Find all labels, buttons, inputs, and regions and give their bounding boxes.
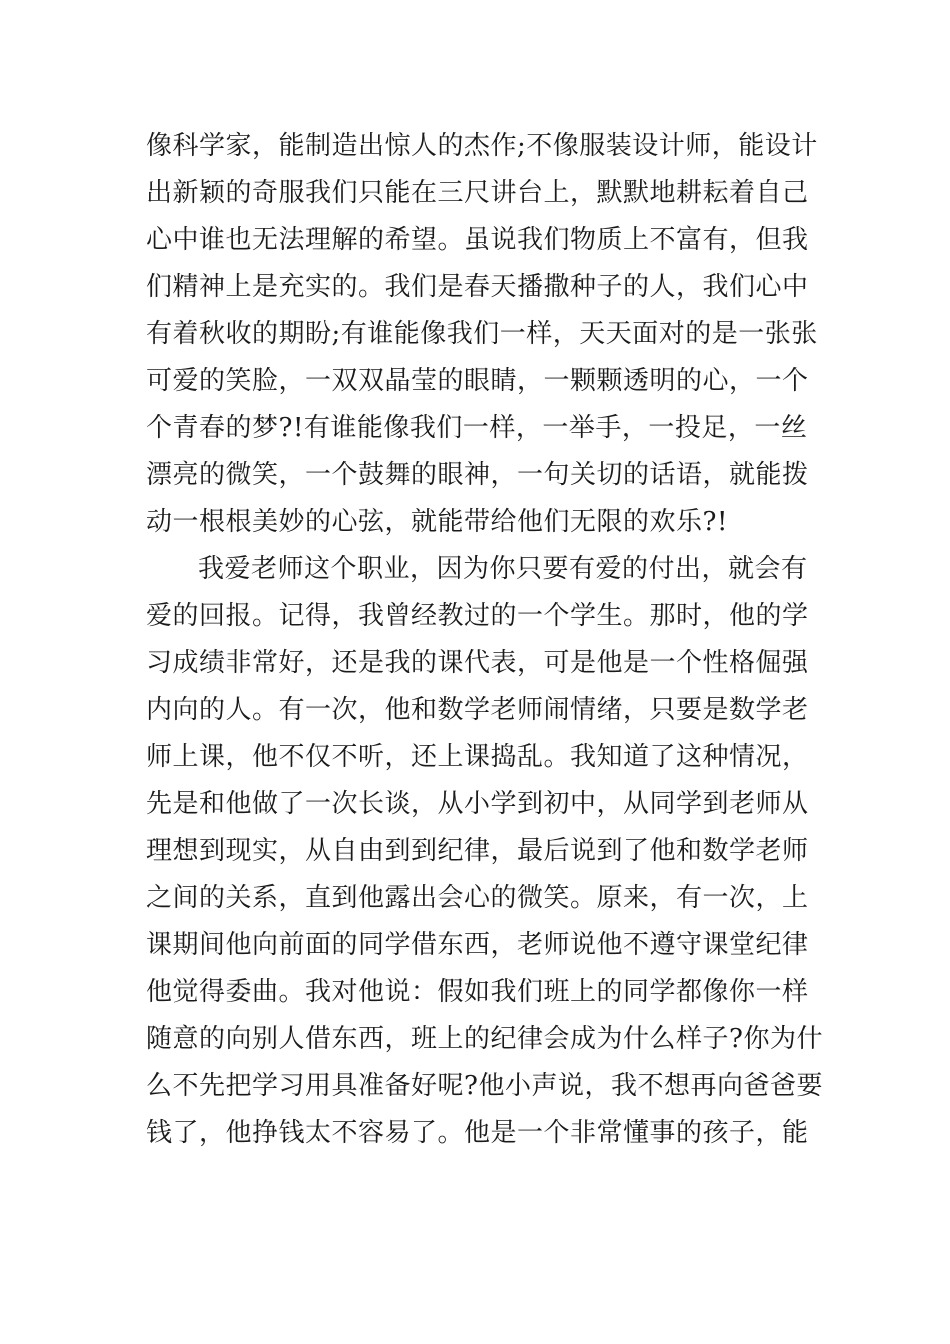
body-text <box>146 123 823 1157</box>
text-line-first: 我爱老师这个职业，因为你只要有爱的付出，就会有 <box>198 554 808 584</box>
text-line: 先是和他做了一次长谈，从小学到初中，从同学到老师从 <box>146 789 809 819</box>
text-line: 可爱的笑脸，一双双晶莹的眼睛，一颗颗透明的心，一个 <box>146 366 809 396</box>
text-line: 之间的关系，直到他露出会心的微笑。原来，有一次，上 <box>146 883 809 913</box>
text-line: 个青春的梦?!有谁能像我们一样，一举手，一投足，一丝 <box>146 413 808 443</box>
text-line: 有着秋收的期盼;有谁能像我们一样，天天面对的是一张张 <box>146 319 818 349</box>
text-line: 习成绩非常好，还是我的课代表，可是他是一个性格倔强 <box>146 648 809 678</box>
text-line: 们精神上是充实的。我们是春天播撒种子的人，我们心中 <box>146 272 809 302</box>
text-line: 像科学家，能制造出惊人的杰作;不像服装设计师，能设计 <box>146 131 818 161</box>
text-line: 内向的人。有一次，他和数学老师闹情绪，只要是数学老 <box>146 695 809 725</box>
text-line: 动一根根美妙的心弦，就能带给他们无限的欢乐?! <box>146 507 728 537</box>
text-line: 师上课，他不仅不听，还上课捣乱。我知道了这种情况， <box>146 742 809 772</box>
paragraph-2 <box>146 546 823 1157</box>
text-line: 随意的向别人借东西，班上的纪律会成为什么样子?你为什 <box>146 1024 823 1054</box>
paragraph-1 <box>146 123 818 546</box>
text-line: 出新颖的奇服我们只能在三尺讲台上，默默地耕耘着自己 <box>146 178 809 208</box>
text-line: 爱的回报。记得，我曾经教过的一个学生。那时，他的学 <box>146 601 809 631</box>
text-line: 钱了，他挣钱太不容易了。他是一个非常懂事的孩子，能 <box>146 1118 809 1148</box>
text-line: 他觉得委曲。我对他说：假如我们班上的同学都像你一样 <box>146 977 809 1007</box>
text-line: 心中谁也无法理解的希望。虽说我们物质上不富有，但我 <box>146 225 809 255</box>
text-line: 么不先把学习用具准备好呢?他小声说，我不想再向爸爸要 <box>146 1071 823 1101</box>
text-line: 课期间他向前面的同学借东西，老师说他不遵守课堂纪律 <box>146 930 809 960</box>
text-line: 理想到现实，从自由到到纪律，最后说到了他和数学老师 <box>146 836 809 866</box>
text-line: 漂亮的微笑，一个鼓舞的眼神，一句关切的话语，就能拨 <box>146 460 809 490</box>
